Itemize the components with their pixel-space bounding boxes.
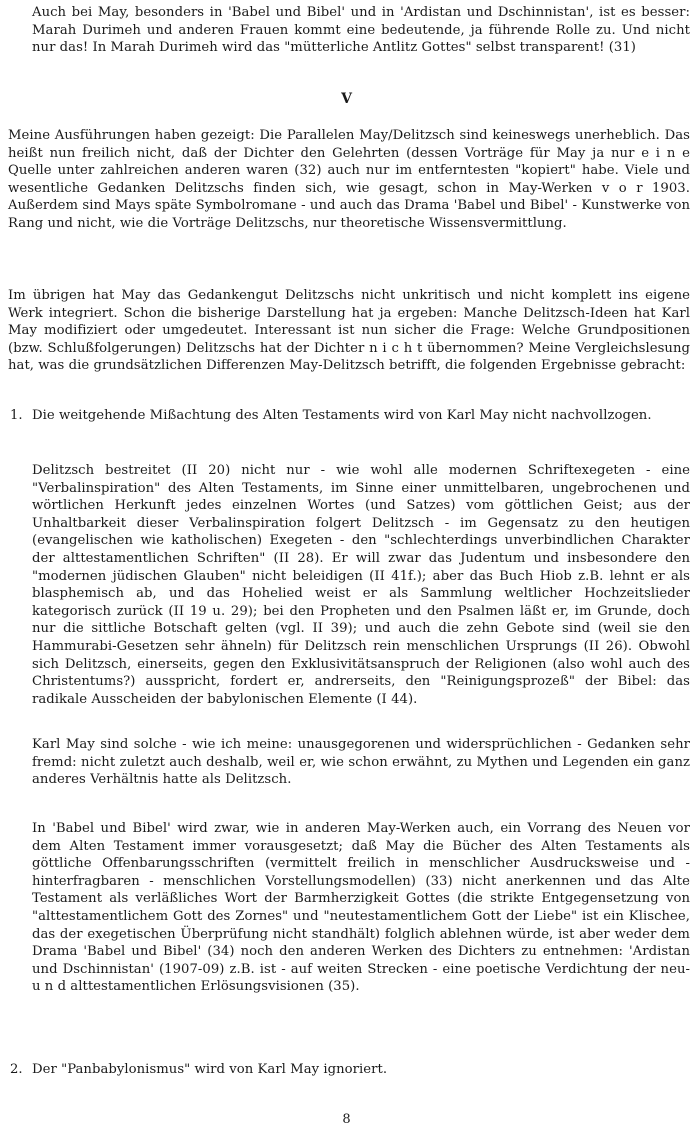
list-item-2-text: Der "Panbabylonismus" wird von Karl May ignoriert. xyxy=(32,1062,388,1077)
page-number: 8 xyxy=(342,1112,351,1127)
body-paragraph-2: Im übrigen hat May das Gedankengut Delitzschs nicht unkritisch und nicht komplett ins eigene Werk integriert. Schon die bisherige Darstellung hat ja ergeben: Manche Delitzsch-Ideen hat Karl May modifiziert oder umgedeutet. Interessant ist nun sicher die Frage: Welche Grundpositionen (bzw. Schlußfolgerungen) Delitzschs hat der Dichter n i c h t übernommen? Meine Vergleichslesung hat, was die grundsätzlichen Differenzen May-Delitzsch betrifft, die folgenden Ergebnisse gebracht: xyxy=(8,288,690,374)
body-paragraph-1: Meine Ausführungen haben gezeigt: Die Parallelen May/Delitzsch sind keineswegs unerheblich. Das heißt nun freilich nicht, daß der Dichter den Gelehrten (dessen Vorträge für May ja nur e i n e Quelle unter zahlreichen anderen waren (32) auch nur im entferntesten "kopiert" habe. Viele und wesentliche Gedanken Delitzschs finden sich, wie gesagt, schon in May-Werken v o r 1903. Außerdem sind Mays späte Symbolromane - und auch das Drama 'Babel und Bibel' - Kunstwerke von Rang und nicht, wie die Vorträge Delitzschs, nur theoretische Wissensvermittlung. xyxy=(8,128,690,231)
section-heading: V xyxy=(341,91,352,107)
body-paragraph-4: Karl May sind solche - wie ich meine: unausgegorenen und widersprüchlichen - Gedanken sehr fremd: nicht zuletzt auch deshalb, weil er, wie schon erwähnt, zu Mythen und Legenden ein ganz anderes Verhältnis hatte als Delitzsch. xyxy=(32,737,690,788)
body-paragraph-3: Delitzsch bestreitet (II 20) nicht nur - wie wohl alle modernen Schriftexegeten - eine "Verbalinspiration" des Alten Testaments, im Sinne einer unmittelbaren, ungebrochenen und wörtlichen Herkunft jedes einzelnen Wortes (und Satzes) vom göttlichen Geist; aus der Unhaltbarkeit dieser Verbalinspiration folgert Delitzsch - im Gegensatz zu den heutigen (evangelischen wie katholischen) Exegeten - den "schlechterdings unverbindlichen Charakter der alttestamentlichen Schriften" (II 28). Er will zwar das Judentum und insbesondere den "modernen jüdischen Glauben" nicht beleidigen (II 41f.); aber das Buch Hiob z.B. lehnt er als blasphemisch ab, und das Hohelied weist er als Sammlung weltlicher Hochzeitslieder kategorisch zurück (II 19 u. 29); bei den Propheten und den Psalmen läßt er, im Grunde, doch nur die sittliche Botschaft gelten (vgl. II 39); und auch die zehn Gebote sind (weil sie den Hammurabi-Gesetzen sehr ähneln) für Delitzsch rein menschlichen Ursprungs (II 26). Obwohl sich Delitzsch, einerseits, gegen den Exklusivitätsanspruch der Religionen (also wohl auch des Christentums?) ausspricht, fordert er, andrerseits, den "Reinigungsprozeß" der Bibel: das radikale Ausscheiden der babylonischen Elemente (I 44). xyxy=(32,463,690,707)
list-item-1-text: Die weitgehende Mißachtung des Alten Testaments wird von Karl May nicht nachvollzogen. xyxy=(32,408,652,423)
intro-paragraph: Auch bei May, besonders in 'Babel und Bibel' und in 'Ardistan und Dschinnistan', ist es besser: Marah Durimeh und anderen Frauen kommt eine bedeutende, ja führende Rolle zu. Und nicht nur das! In Marah Durimeh wird das "mütterliche Antlitz Gottes" selbst transparent! (31) xyxy=(32,5,690,56)
list-item-2-number: 2. xyxy=(10,1062,23,1077)
body-paragraph-5: In 'Babel und Bibel' wird zwar, wie in anderen May-Werken auch, ein Vorrang des Neuen vor dem Alten Testament immer vorausgesetzt; daß May die Bücher des Alten Testaments als göttliche Offenbarungsschriften (vermittelt freilich in menschlicher Ausdrucksweise und - hinterfragbaren - menschlichen Vorstellungsmodellen) (33) nicht anerkennen und das Alte Testament als verläßliches Wort der Barmherzigkeit Gottes (die strikte Entgegensetzung von "alttestamentlichem Gott des Zornes" und "neutestamentlichem Gott der Liebe" ist ein Klischee, das der exegetischen Überprüfung nicht standhält) folglich ablehnen würde, ist aber weder dem Drama 'Babel und Bibel' (34) noch den anderen Werken des Dichters zu entnehmen: 'Ardistan und Dschinnistan' (1907-09) z.B. ist - auf weiten Strecken - eine poetische Verdichtung der neu- u n d alttestamentlichen Erlösungsvisionen (35). xyxy=(32,821,690,995)
list-item-1-number: 1. xyxy=(10,408,23,423)
